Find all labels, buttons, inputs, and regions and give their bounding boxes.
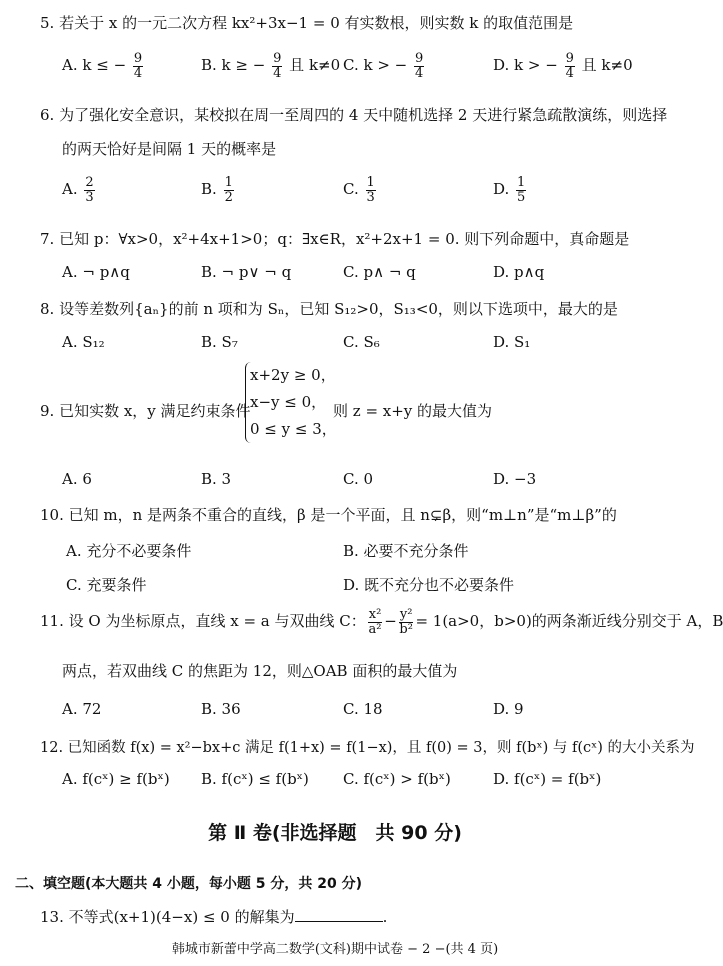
- question-13: [40, 906, 387, 927]
- q6-a-text: A.: [62, 180, 78, 199]
- q9-constraint-system: [245, 362, 337, 443]
- q12-stem: 12. 已知函数 f(x) = x²−bx+c 满足 f(1+x) = f(1−x)，且 f(0) = 3，则 f(bˣ) 与 f(cˣ) 的大小关系为: [40, 740, 695, 756]
- q5-c-text: C. k > −: [343, 56, 408, 75]
- q5-c-den: 4: [415, 65, 424, 81]
- q5-option-c: [343, 52, 426, 80]
- q5-b-fraction: [272, 52, 282, 80]
- fill-in-section-header: 二、填空题(本大题共 4 小题，每小题 5 分，共 20 分): [15, 876, 363, 892]
- page-footer: 韩城市新蕾中学高二数学(文科)期中试卷 − 2 −(共 4 页): [171, 942, 499, 957]
- q10-option-d: D. 既不充分也不必要条件: [343, 576, 515, 594]
- q11-pre: 11. 设 O 为坐标原点，直线 x = a 与双曲线 C：: [40, 612, 366, 631]
- q11-option-d: D. 9: [493, 700, 524, 718]
- q5-option-d: [493, 52, 633, 80]
- q13-stem: 13. 不等式(x+1)(4−x) ≤ 0 的解集为: [40, 908, 295, 926]
- q5-option-a: [62, 52, 145, 80]
- q11-y-fraction: [399, 608, 414, 636]
- q6-c-num: 1: [366, 175, 375, 190]
- q11-x-fraction: [368, 608, 383, 636]
- q11-x-den: a²: [368, 621, 382, 637]
- q5-stem: 5. 若关于 x 的一元二次方程 kx²+3x−1 = 0 有实数根，则实数 k 的取值范围是: [40, 14, 574, 32]
- q6-option-c: [343, 176, 378, 204]
- q5-c-fraction: [414, 52, 424, 80]
- q5-option-b: [201, 52, 340, 80]
- q5-a-num: 9: [133, 51, 143, 66]
- section-2-title: 第 Ⅱ 卷(非选择题 共 90 分): [208, 822, 462, 844]
- q9-stem-pre: 9. 已知实数 x，y 满足约束条件: [40, 402, 251, 420]
- q9-option-c: C. 0: [343, 470, 374, 488]
- q12-option-b: B. f(cˣ) ≤ f(bˣ): [201, 770, 309, 788]
- q9-option-b: B. 3: [201, 470, 232, 488]
- q5-c-num: 9: [415, 51, 424, 66]
- q5-b-den: 4: [273, 65, 282, 81]
- q8-option-b: B. S₇: [201, 333, 238, 351]
- q5-b-text: B. k ≥ −: [201, 56, 266, 75]
- q5-d-num: 9: [565, 51, 574, 66]
- q13-answer-blank[interactable]: [295, 907, 383, 922]
- q6-b-text: B.: [201, 180, 217, 199]
- q6-c-text: C.: [343, 180, 359, 199]
- q7-option-a: A. ¬ p∧q: [62, 263, 130, 281]
- q11-option-c: C. 18: [343, 700, 383, 718]
- q9-condition-2: x−y ≤ 0，: [250, 393, 327, 411]
- q10-stem: 10. 已知 m，n 是两条不重合的直线，β 是一个平面，且 n⊊β，则“m⊥n”是“m⊥β”的: [40, 506, 617, 524]
- q11-option-b: B. 36: [201, 700, 241, 718]
- q11-line2: 两点，若双曲线 C 的焦距为 12，则△OAB 面积的最大值为: [62, 662, 458, 680]
- q8-option-c: C. S₆: [343, 333, 380, 351]
- q6-a-den: 3: [85, 189, 94, 205]
- q10-option-c: C. 充要条件: [66, 576, 147, 594]
- q6-option-b: [201, 176, 236, 204]
- q12-option-c: C. f(cˣ) > f(bˣ): [343, 770, 451, 788]
- q6-b-den: 2: [224, 189, 233, 205]
- q6-d-den: 5: [517, 189, 526, 205]
- q7-option-c: C. p∧ ¬ q: [343, 263, 416, 281]
- q6-option-a: [62, 176, 97, 204]
- q6-option-d: [493, 176, 528, 204]
- q9-condition-3: 0 ≤ y ≤ 3，: [250, 420, 337, 438]
- q6-b-fraction: [224, 176, 234, 204]
- q8-option-a: A. S₁₂: [62, 333, 105, 351]
- q11-minus: −: [384, 612, 397, 631]
- q10-option-a: A. 充分不必要条件: [66, 542, 192, 560]
- q9-option-a: A. 6: [62, 470, 92, 488]
- q11-option-a: A. 72: [62, 700, 102, 718]
- q12-option-a: A. f(cˣ) ≥ f(bˣ): [62, 770, 170, 788]
- q5-d-text: D. k > −: [493, 56, 558, 75]
- q6-a-fraction: [84, 176, 94, 204]
- q5-a-den: 4: [133, 65, 143, 81]
- q6-c-den: 3: [366, 189, 375, 205]
- q5-b-num: 9: [273, 51, 282, 66]
- q6-line1: 6. 为了强化安全意识，某校拟在周一至周四的 4 天中随机选择 2 天进行紧急疏散演练，则选择: [40, 106, 668, 124]
- q11-y-num: y²: [399, 607, 413, 622]
- q13-end: .: [382, 908, 388, 926]
- q5-a-fraction: [133, 52, 143, 80]
- q6-b-num: 1: [224, 175, 233, 190]
- q7-option-d: D. p∧q: [493, 263, 545, 281]
- q11-line1: [40, 608, 723, 636]
- q6-d-text: D.: [493, 180, 510, 199]
- q9-condition-1: x+2y ≥ 0，: [250, 366, 336, 384]
- q5-d-fraction: [565, 52, 575, 80]
- q6-c-fraction: [366, 176, 376, 204]
- q8-option-d: D. S₁: [493, 333, 531, 351]
- q6-a-num: 2: [85, 175, 94, 190]
- q9-option-d: D. −3: [493, 470, 537, 488]
- q7-option-b: B. ¬ p∨ ¬ q: [201, 263, 292, 281]
- q5-a-text: A. k ≤ −: [62, 56, 127, 75]
- q7-stem: 7. 已知 p：∀x>0，x²+4x+1>0；q：∃x∈R，x²+2x+1 = 0. 则下列命题中，真命题是: [40, 230, 630, 248]
- q5-d-den: 4: [565, 65, 574, 81]
- q11-x-num: x²: [368, 607, 382, 622]
- q12-option-d: D. f(cˣ) = f(bˣ): [493, 770, 602, 788]
- q11-post: = 1(a>0，b>0)的两条渐近线分别交于 A，B: [415, 612, 723, 631]
- q9-stem-post: 则 z = x+y 的最大值为: [333, 402, 493, 420]
- q10-option-b: B. 必要不充分条件: [343, 542, 469, 560]
- q5-b-post: 且 k≠0: [289, 56, 341, 75]
- q6-d-fraction: [516, 176, 526, 204]
- q6-d-num: 1: [517, 175, 526, 190]
- q5-d-post: 且 k≠0: [581, 56, 633, 75]
- q11-y-den: b²: [399, 621, 413, 637]
- q6-line2: 的两天恰好是间隔 1 天的概率是: [62, 140, 277, 158]
- q8-stem: 8. 设等差数列{aₙ}的前 n 项和为 Sₙ，已知 S₁₂>0，S₁₃<0，则以下选项中，最大的是: [40, 300, 618, 318]
